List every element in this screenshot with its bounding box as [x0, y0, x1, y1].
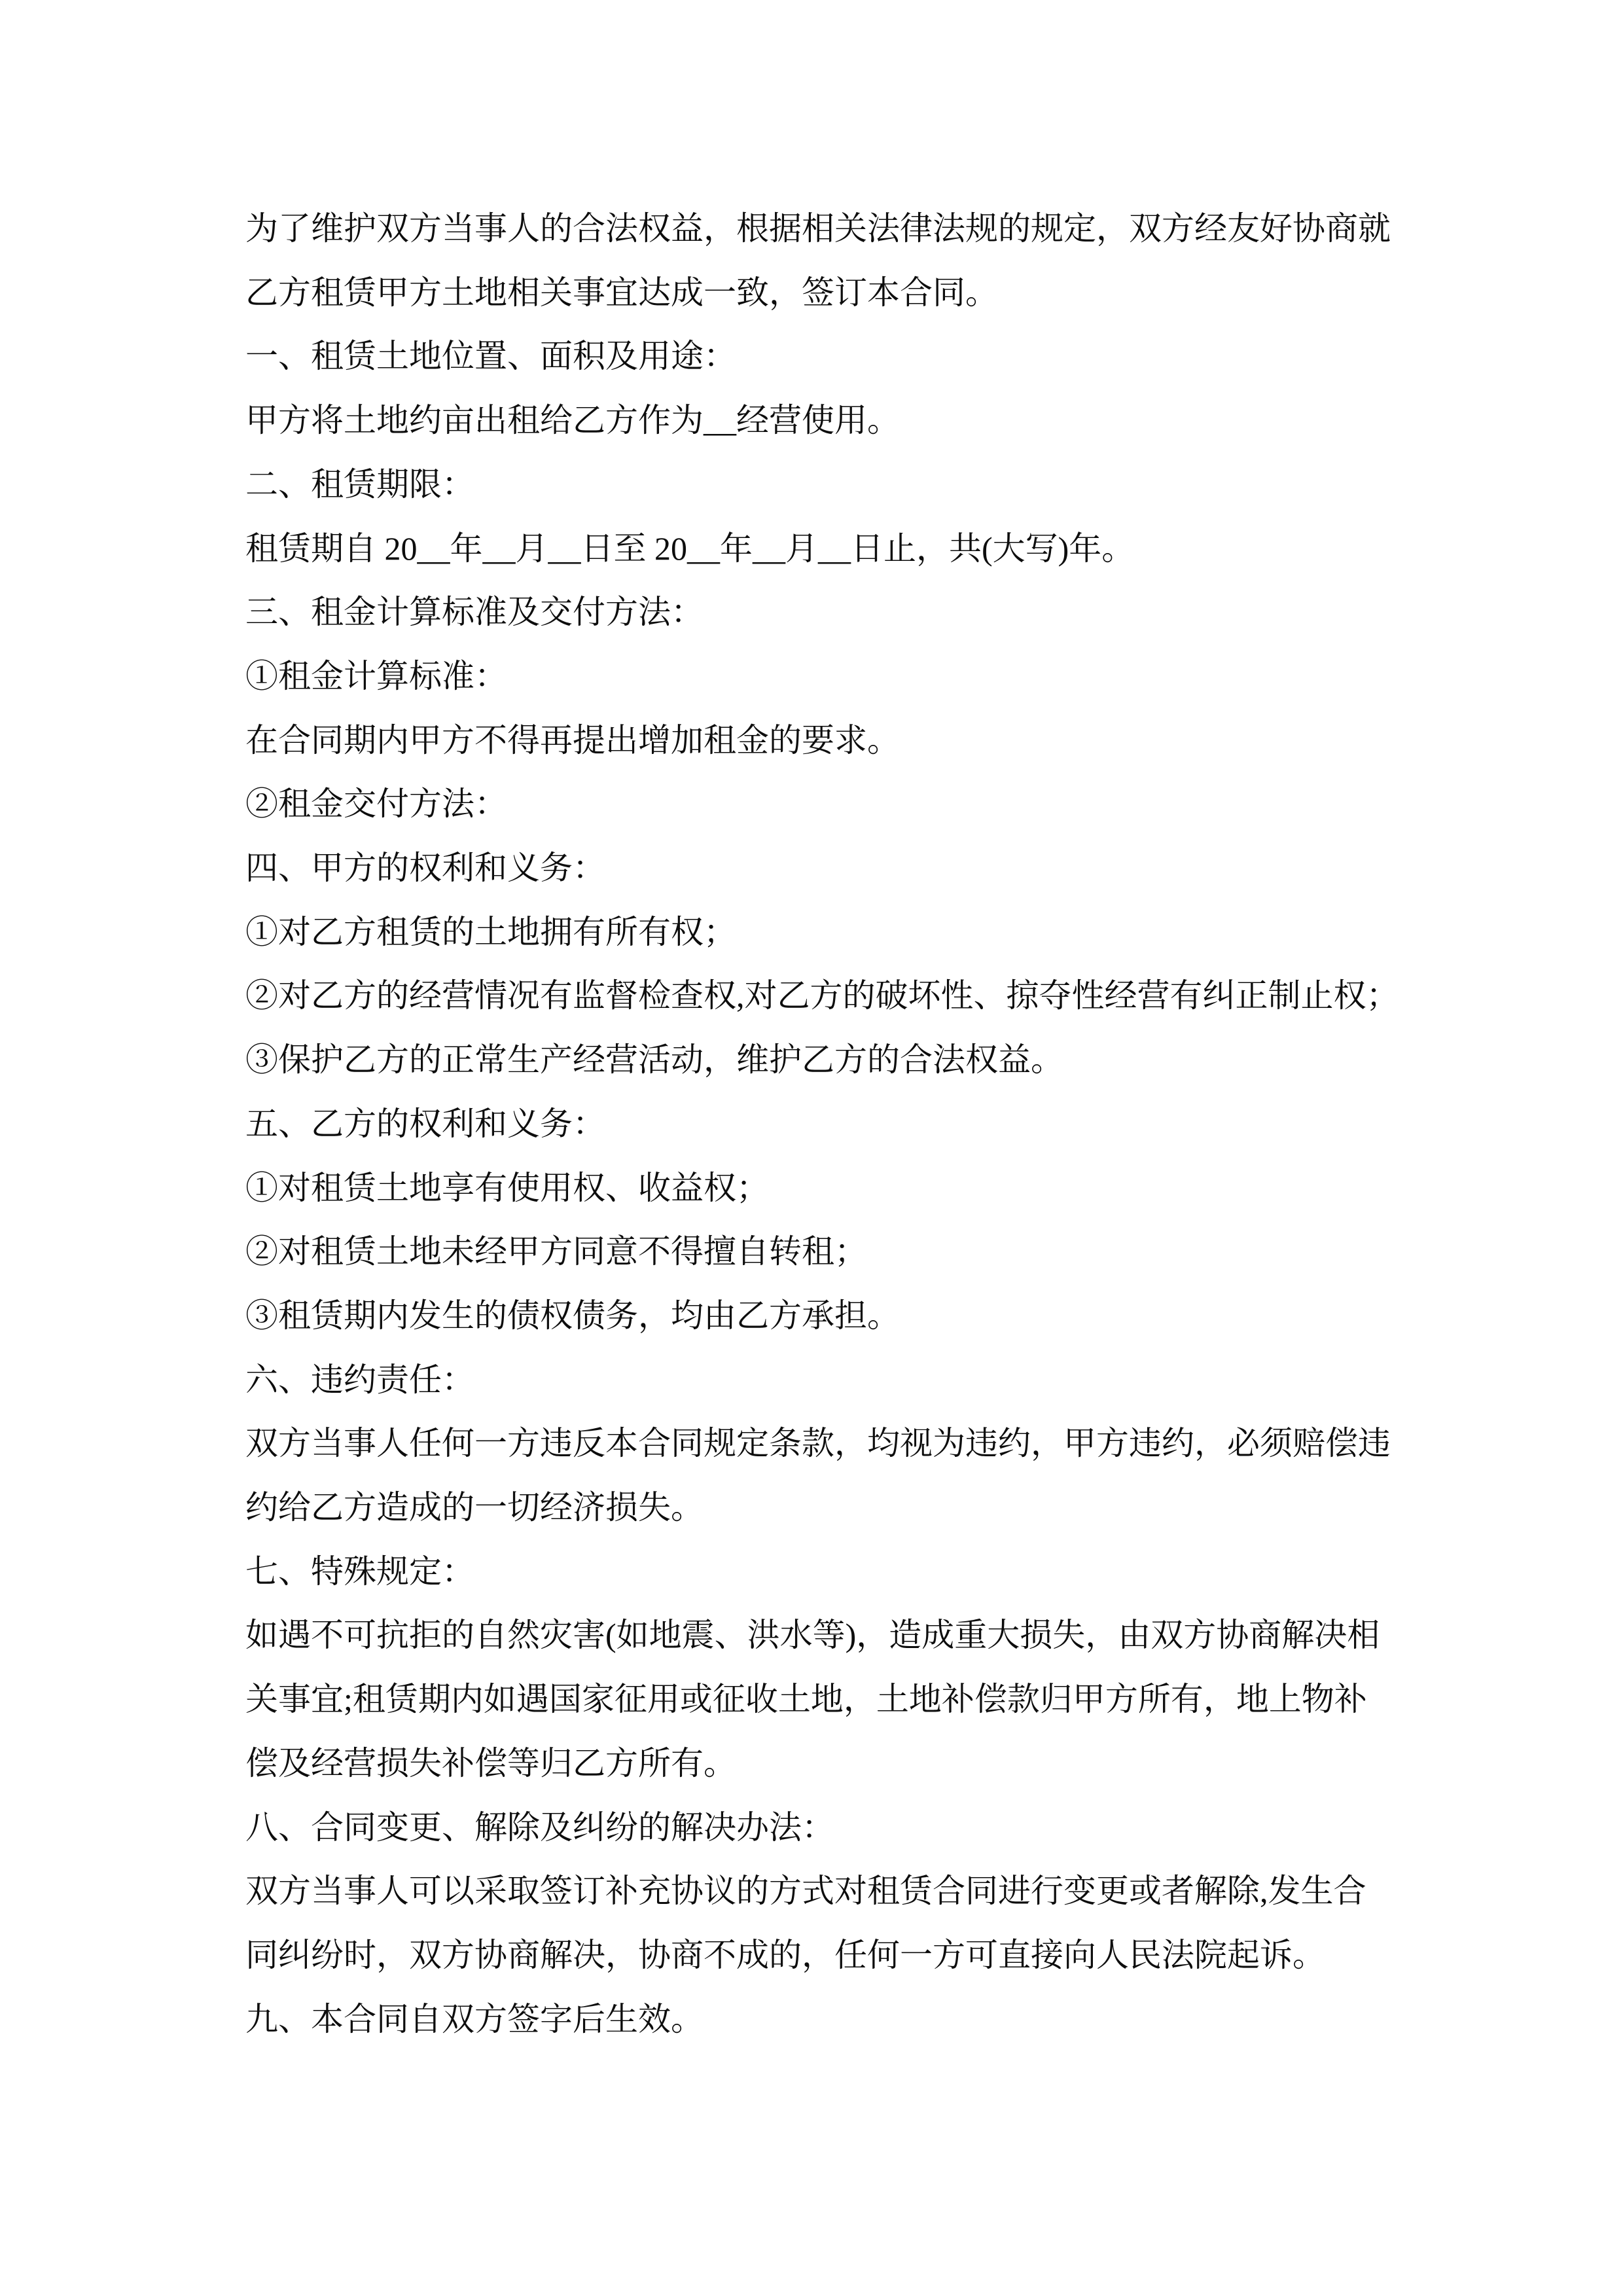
contract-line-19: 六、违约责任：	[245, 1361, 474, 1398]
contract-line-25: 偿及经营损失补偿等归乙方所有。	[245, 1744, 736, 1782]
contract-line-8: ①租金计算标准：	[245, 657, 507, 694]
contract-line-20: 双方当事人任何一方违反本合同规定条款，均视为违约，甲方违约，必须赔偿违	[245, 1425, 1391, 1462]
contract-line-24: 关事宜;租赁期内如遇国家征用或征收土地，土地补偿款归甲方所有，地上物补	[245, 1681, 1367, 1718]
contract-line-4: 甲方将土地约亩出租给乙方作为__经营使用。	[245, 402, 900, 439]
contract-line-15: 五、乙方的权利和义务：	[245, 1105, 605, 1142]
contract-line-6: 租赁期自 20__年__月__日至 20__年__月__日止，共(大写)年。	[245, 529, 1135, 567]
contract-line-28: 同纠纷时，双方协商解决，协商不成的，任何一方可直接向人民法院起诉。	[245, 1936, 1325, 1973]
contract-line-29: 九、本合同自双方签字后生效。	[245, 2000, 704, 2037]
contract-line-10: ②租金交付方法：	[245, 785, 507, 823]
contract-line-1: 为了维护双方当事人的合法权益，根据相关法律法规的规定，双方经友好协商就	[245, 210, 1391, 247]
contract-line-13: ②对乙方的经营情况有监督检查权,对乙方的破坏性、掠夺性经营有纠正制止权；	[245, 977, 1399, 1014]
contract-line-17: ②对租赁土地未经甲方同意不得擅自转租；	[245, 1233, 867, 1270]
contract-line-23: 如遇不可抗拒的自然灾害(如地震、洪水等)，造成重大损失，由双方协商解决相	[245, 1617, 1380, 1654]
contract-line-3: 一、租赁土地位置、面积及用途：	[245, 338, 736, 375]
contract-line-9: 在合同期内甲方不得再提出增加租金的要求。	[245, 721, 900, 759]
contract-line-7: 三、租金计算标准及交付方法：	[245, 594, 704, 631]
contract-line-26: 八、合同变更、解除及纠纷的解决办法：	[245, 1808, 834, 1846]
contract-line-22: 七、特殊规定：	[245, 1552, 474, 1590]
contract-line-5: 二、租赁期限：	[245, 465, 474, 503]
contract-line-16: ①对租赁土地享有使用权、收益权；	[245, 1169, 769, 1206]
contract-line-2: 乙方租赁甲方土地相关事宜达成一致，签订本合同。	[245, 274, 998, 311]
contract-line-21: 约给乙方造成的一切经济损失。	[245, 1489, 704, 1526]
contract-line-14: ③保护乙方的正常生产经营活动，维护乙方的合法权益。	[245, 1041, 1063, 1079]
contract-body	[245, 197, 1404, 2051]
contract-line-12: ①对乙方租赁的土地拥有所有权；	[245, 913, 736, 950]
contract-line-18: ③租赁期内发生的债权债务，均由乙方承担。	[245, 1297, 900, 1334]
contract-line-27: 双方当事人可以采取签订补充协议的方式对租赁合同进行变更或者解除,发生合	[245, 1873, 1366, 1910]
contract-line-11: 四、甲方的权利和义务：	[245, 850, 605, 887]
